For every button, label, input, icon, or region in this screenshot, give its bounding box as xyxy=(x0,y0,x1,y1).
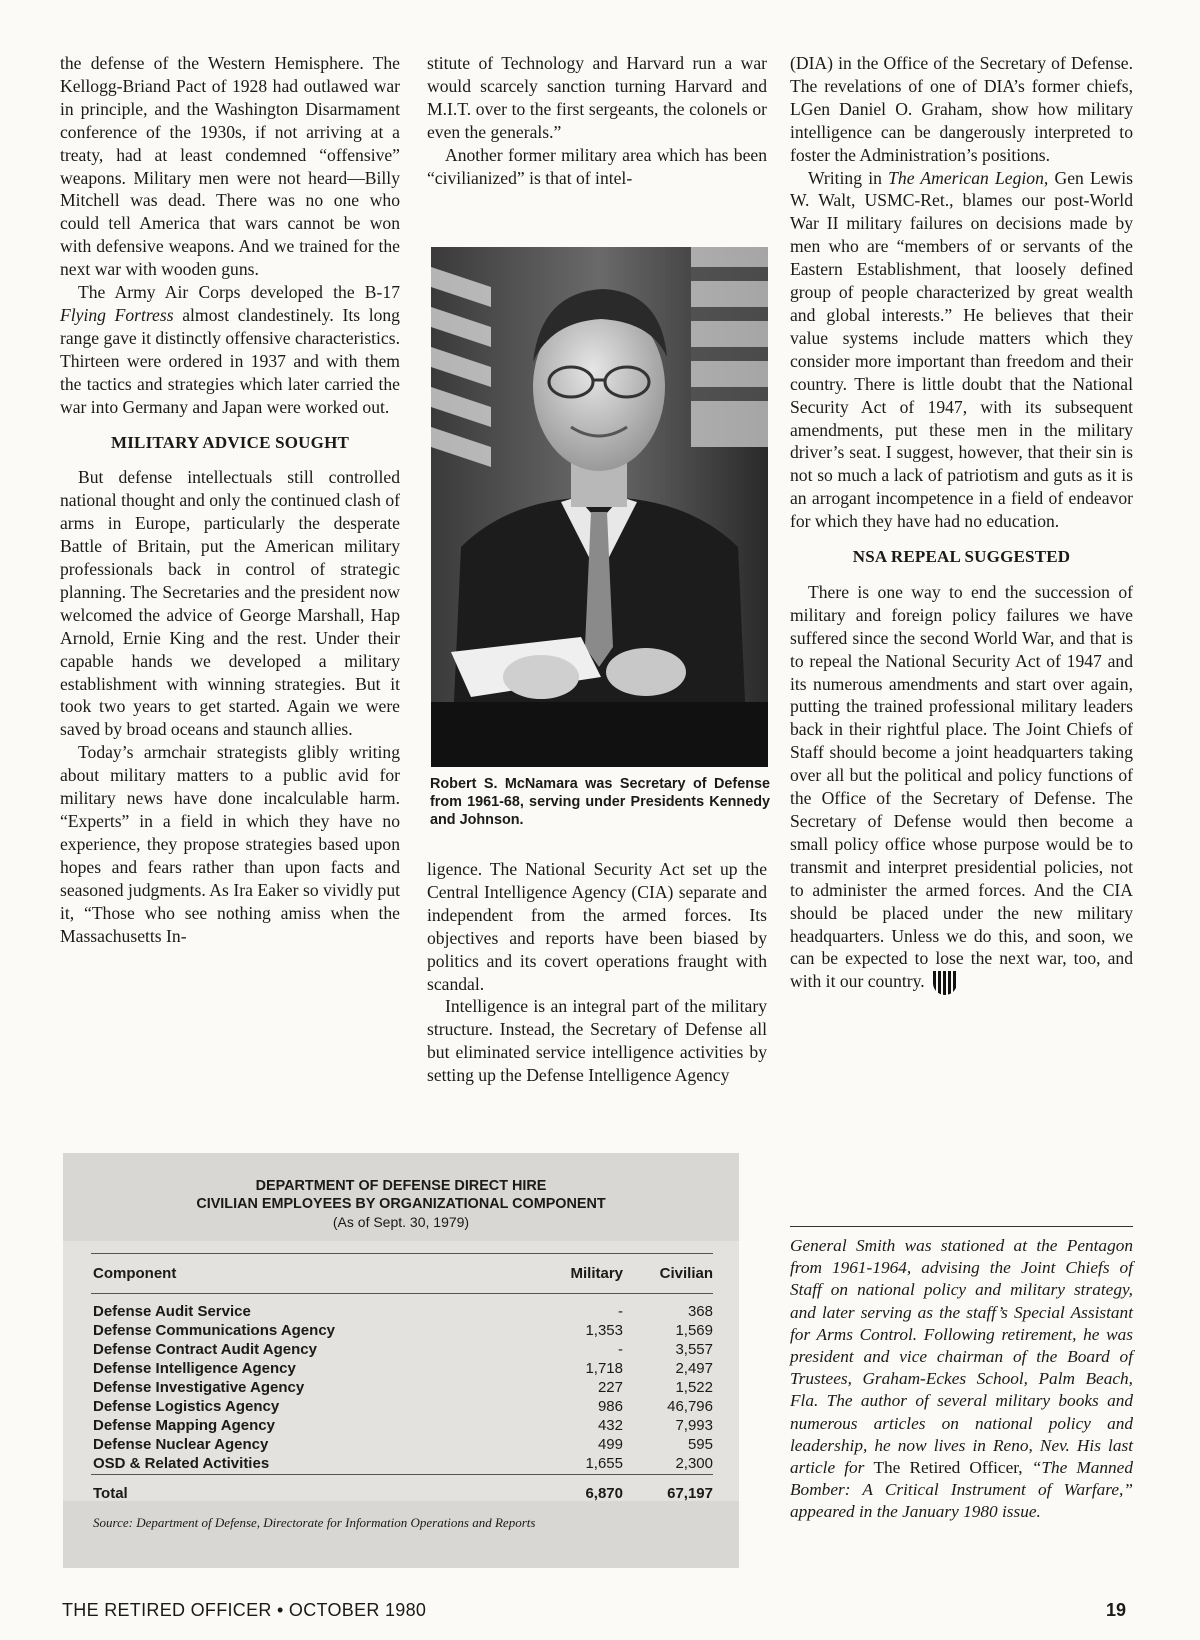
text-run: “The Manned Bomber: A Critical Instrument of Warfare,” appeared in the January 1980 issue. xyxy=(790,1458,1133,1522)
component-cell: Defense Communications Agency xyxy=(93,1322,335,1339)
table-title-line: DEPARTMENT OF DEFENSE DIRECT HIRE xyxy=(255,1178,547,1194)
military-cell: 1,655 xyxy=(585,1455,623,1472)
column-header: Civilian xyxy=(659,1265,713,1282)
civilian-cell: 368 xyxy=(687,1303,713,1320)
total-label: Total xyxy=(93,1485,128,1502)
text-run: The Army Air Corps developed the B-17 xyxy=(78,282,400,303)
paragraph xyxy=(790,167,1133,534)
civilian-cell: 1,569 xyxy=(675,1322,713,1339)
section-heading: MILITARY ADVICE SOUGHT xyxy=(110,432,350,452)
paragraph: ligence. The National Security Act set up the Central Intelligence Agency (CIA) separate and independent from the armed forces. Its objectives and reports have been biased by politics and its covert operations fraught with scandal. xyxy=(427,859,767,994)
author-bio xyxy=(790,1226,1133,1524)
article-column-1 xyxy=(60,52,400,947)
civilian-cell: 595 xyxy=(687,1436,713,1453)
page-number: 19 xyxy=(1106,1600,1127,1620)
article-column-2-bottom xyxy=(427,858,767,1087)
paragraph xyxy=(60,281,400,418)
table-subtitle: (As of Sept. 30, 1979) xyxy=(332,1214,470,1230)
military-cell: 1,353 xyxy=(585,1322,623,1339)
military-cell: 986 xyxy=(597,1398,623,1415)
italic-text: The American Legion, xyxy=(888,167,1049,188)
component-cell: Defense Contract Audit Agency xyxy=(93,1341,317,1358)
military-total: 6,870 xyxy=(585,1485,623,1502)
component-cell: Defense Intelligence Agency xyxy=(93,1360,296,1377)
divider xyxy=(91,1253,713,1254)
divider xyxy=(91,1293,713,1294)
component-cell: Defense Logistics Agency xyxy=(93,1398,280,1415)
military-cell: - xyxy=(618,1341,623,1358)
text-run: There is one way to end the succession of military and foreign policy failures we have suffered since the second World War, and that is to repeal the National Security Act of 1947 and its numerous amendments and start over again, putting the trained professional military leaders back in their rightful place. The Joint Chiefs of Staff should become a joint headquarters taking over all but the political and policy functions of the Office of the Secretary of Defense. The Secretary of Defense would then become a small policy office whose purpose would be to transmit and interpret presidential policies, not to administer the armed forces. And the CIA should be placed under the new military headquarters. Unless we do this, and soon, we can be expected to lose the next war, too, and with it our country. xyxy=(790,581,1133,992)
table-title-line: CIVILIAN EMPLOYEES BY ORGANIZATIONAL COMPONENT xyxy=(196,1196,606,1212)
photo-caption: Robert S. McNamara was Secretary of Defense from 1961-68, serving under Presidents Kennedy and Johnson. xyxy=(430,776,770,828)
component-cell: Defense Mapping Agency xyxy=(93,1417,275,1434)
component-cell: Defense Audit Service xyxy=(93,1303,251,1320)
civilian-cell: 1,522 xyxy=(675,1379,713,1396)
italic-text: Flying Fortress xyxy=(60,304,174,325)
table-source-note: Source: Department of Defense, Directorate for Information Operations and Reports xyxy=(93,1515,536,1530)
military-cell: 1,718 xyxy=(585,1360,623,1377)
portrait-photo xyxy=(431,247,768,767)
civilian-cell: 2,300 xyxy=(675,1455,713,1472)
column-header: Military xyxy=(570,1265,623,1282)
divider xyxy=(91,1474,713,1475)
employees-table xyxy=(63,1153,739,1568)
civilian-total: 67,197 xyxy=(667,1485,713,1502)
publication-name: The Retired Officer, xyxy=(873,1458,1023,1478)
component-cell: OSD & Related Activities xyxy=(93,1455,270,1472)
civilian-cell: 7,993 xyxy=(675,1417,713,1434)
publication-footer: THE RETIRED OFFICER • OCTOBER 1980 xyxy=(62,1600,427,1620)
paragraph: the defense of the Western Hemisphere. The Kellogg-Briand Pact of 1928 had outlawed war in principle, and the Washington Disarmament conference of the 1930s, if not arriving at a treaty, had at least condemned “offensive” weapons. Military men were not heard—Billy Mitchell was dead. There was no one who could tell America that wars cannot be won with defensive weapons. And we trained for the next war with wooden guns. xyxy=(60,53,400,280)
paragraph xyxy=(790,581,1133,995)
paragraph: Today’s armchair strategists glibly writing about military matters to a public avid for military news have done incalculable harm. “Experts” in a field in which they have no experience, they propose strategies based upon hopes and fears rather than upon facts and seasoned judgments. As Ira Eaker so vividly put it, “Those who see nothing amiss when the Massachusetts In- xyxy=(60,742,400,946)
military-cell: 227 xyxy=(597,1379,623,1396)
paragraph: Another former military area which has been “civilianized” is that of intel- xyxy=(427,144,767,188)
text-run: almost clandestinely. Its long range gave it distinctly offensive characteristics. Thirteen were ordered in 1937 and with them the tactics and strategies which later carried the war into Germany and Japan were worked out. xyxy=(60,304,400,417)
table-title xyxy=(63,1177,739,1231)
text-run: Gen Lewis W. Walt, USMC-Ret., blames our post-World War II military failures on decisions made by men who are “members of or servants of the Eastern Establishment, that loosely defined group of people characterized by great wealth and global interests.” He believes that their value systems include matters which they consider more important than freedom and their country. There is little doubt that the National Security Act of 1947, with its subsequent amendments, put these men in the military driver’s seat. I suggest, however, that their sin is not so much a lack of patriotism and guts as it is an arrogant incompetence in a field of endeavor for which they have had no education. xyxy=(790,167,1134,532)
article-column-2-top xyxy=(427,52,767,189)
component-cell: Defense Investigative Agency xyxy=(93,1379,305,1396)
military-cell: - xyxy=(618,1303,623,1320)
civilian-cell: 46,796 xyxy=(667,1398,713,1415)
section-heading: NSA REPEAL SUGGESTED xyxy=(852,547,1071,567)
portrait-illustration xyxy=(431,247,768,767)
text-run: Writing in xyxy=(808,167,889,188)
military-cell: 499 xyxy=(597,1436,623,1453)
civilian-cell: 3,557 xyxy=(675,1341,713,1358)
paragraph: But defense intellectuals still controlled national thought and only the continued clash of arms in Europe, particularly the desperate Battle of Britain, put the American military professionals back in control of strategic planning. The Secretaries and the president now welcomed the advice of George Marshall, Hap Arnold, Ernie King and the rest. Under their capable hands we developed a military establishment with winning strategies. But it took two years to get started. Again we were saved by broad oceans and staunch allies. xyxy=(60,467,400,740)
text-run: General Smith was stationed at the Pentagon from 1961-1964, advising the Joint Chiefs of Staff on national policy and military strategy, and later serving as the staff’s Special Assistant for Arms Control. Following retirement, he was president and vice chairman of the Board of Trustees, Graham-Eckes School, Palm Beach, Fla. The author of several military books and numerous articles on national policy and leadership, he now lives in Reno, Nev. His last article for xyxy=(790,1236,1133,1478)
component-cell: Defense Nuclear Agency xyxy=(93,1436,269,1453)
paragraph: (DIA) in the Office of the Secretary of Defense. The revelations of one of DIA’s former chiefs, LGen Daniel O. Graham, show how military intelligence can be dangerously interpreted to foster the Administration’s positions. xyxy=(790,53,1133,165)
paragraph: Intelligence is an integral part of the military structure. Instead, the Secretary of Defense all but eliminated service intelligence activities by setting up the Defense Intelligence Agency xyxy=(427,996,767,1086)
civilian-cell: 2,497 xyxy=(675,1360,713,1377)
article-column-3 xyxy=(790,52,1133,995)
paragraph: stitute of Technology and Harvard run a war would scarcely sanction turning Harvard and M.I.T. over to the first sergeants, the colonels or even the generals.” xyxy=(427,53,767,142)
end-of-article-icon xyxy=(933,971,957,995)
military-cell: 432 xyxy=(597,1417,623,1434)
column-header: Component xyxy=(93,1265,177,1282)
